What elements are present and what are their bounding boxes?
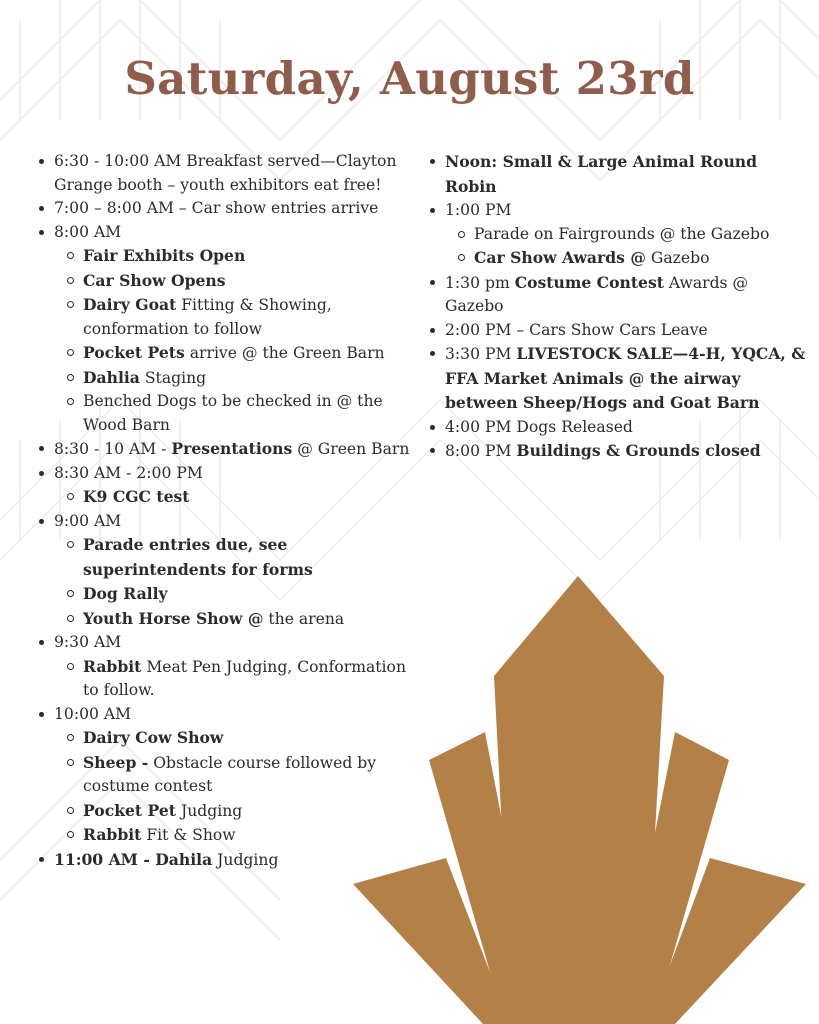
schedule-subitem: Dairy Cow Show bbox=[54, 726, 416, 751]
schedule-item: 3:30 PM LIVESTOCK SALE—4-H, YQCA, & FFA Market Animals @ the airway between Sheep/Hogs and Goat Barn bbox=[423, 342, 807, 416]
schedule-left-column bbox=[32, 150, 416, 872]
schedule-item: 9:30 AM Rabbit Meat Pen Judging, Conformation to follow. bbox=[32, 631, 416, 703]
schedule-right-column bbox=[423, 150, 807, 464]
schedule-item: 8:30 - 10 AM - Presentations @ Green Barn bbox=[32, 437, 416, 462]
schedule-subitem: Youth Horse Show @ the arena bbox=[54, 607, 416, 632]
schedule-item: 11:00 AM - Dahila Judging bbox=[32, 848, 416, 873]
schedule-list bbox=[423, 150, 807, 464]
page-title: Saturday, August 23rd bbox=[124, 52, 695, 105]
schedule-subitem: Car Show Awards @ Gazebo bbox=[445, 246, 807, 271]
schedule-item: 1:30 pm Costume Contest Awards @ Gazebo bbox=[423, 271, 807, 319]
schedule-subitem: Dog Rally bbox=[54, 582, 416, 607]
schedule-item: 8:00 AM Fair Exhibits Open Car Show Opens Dairy Goat Fitting & Showing, conformation to follow Pocket Pets arrive @ the Green Barn Dahlia Staging Benched Dogs to be checked in @ the Wood Barn bbox=[32, 221, 416, 438]
schedule-item: 7:00 – 8:00 AM – Car show entries arrive bbox=[32, 197, 416, 221]
schedule-subitem: Dairy Goat Fitting & Showing, conformation to follow bbox=[54, 293, 416, 341]
schedule-sublist bbox=[54, 485, 416, 510]
schedule-sublist bbox=[54, 726, 416, 848]
schedule-sublist bbox=[445, 223, 807, 271]
schedule-subitem: Car Show Opens bbox=[54, 269, 416, 294]
schedule-subitem: Fair Exhibits Open bbox=[54, 244, 416, 269]
schedule-sublist bbox=[54, 244, 416, 437]
schedule-subitem: Parade entries due, see superintendents for forms bbox=[54, 533, 416, 582]
schedule-item: Noon: Small & Large Animal Round Robin bbox=[423, 150, 807, 199]
schedule-sublist bbox=[54, 533, 416, 631]
schedule-subitem: Pocket Pets arrive @ the Green Barn bbox=[54, 341, 416, 366]
schedule-subitem: K9 CGC test bbox=[54, 485, 416, 510]
schedule-subitem: Benched Dogs to be checked in @ the Wood Barn bbox=[54, 390, 416, 437]
schedule-subitem: Rabbit Meat Pen Judging, Conformation to follow. bbox=[54, 655, 416, 703]
schedule-item: 6:30 - 10:00 AM Breakfast served—Clayton Grange booth – youth exhibitors eat free! bbox=[32, 150, 416, 197]
schedule-subitem: Parade on Fairgrounds @ the Gazebo bbox=[445, 223, 807, 247]
schedule-item: 10:00 AM Dairy Cow Show Sheep - Obstacle course followed by costume contest Pocket Pet Judging Rabbit Fit & Show bbox=[32, 703, 416, 848]
schedule-item: 4:00 PM Dogs Released bbox=[423, 416, 807, 440]
schedule-item: 1:00 PM Parade on Fairgrounds @ the Gazebo Car Show Awards @ Gazebo bbox=[423, 199, 807, 271]
schedule-subitem: Sheep - Obstacle course followed by costume contest bbox=[54, 751, 416, 799]
schedule-item: 8:30 AM - 2:00 PM K9 CGC test bbox=[32, 462, 416, 510]
schedule-list bbox=[32, 150, 416, 872]
schedule-item: 9:00 AM Parade entries due, see superintendents for forms Dog Rally Youth Horse Show @ the arena bbox=[32, 510, 416, 632]
schedule-subitem: Pocket Pet Judging bbox=[54, 799, 416, 824]
schedule-subitem: Rabbit Fit & Show bbox=[54, 823, 416, 848]
schedule-item: 8:00 PM Buildings & Grounds closed bbox=[423, 439, 807, 464]
schedule-subitem: Dahlia Staging bbox=[54, 366, 416, 391]
schedule-item: 2:00 PM – Cars Show Cars Leave bbox=[423, 319, 807, 343]
schedule-sublist bbox=[54, 655, 416, 703]
